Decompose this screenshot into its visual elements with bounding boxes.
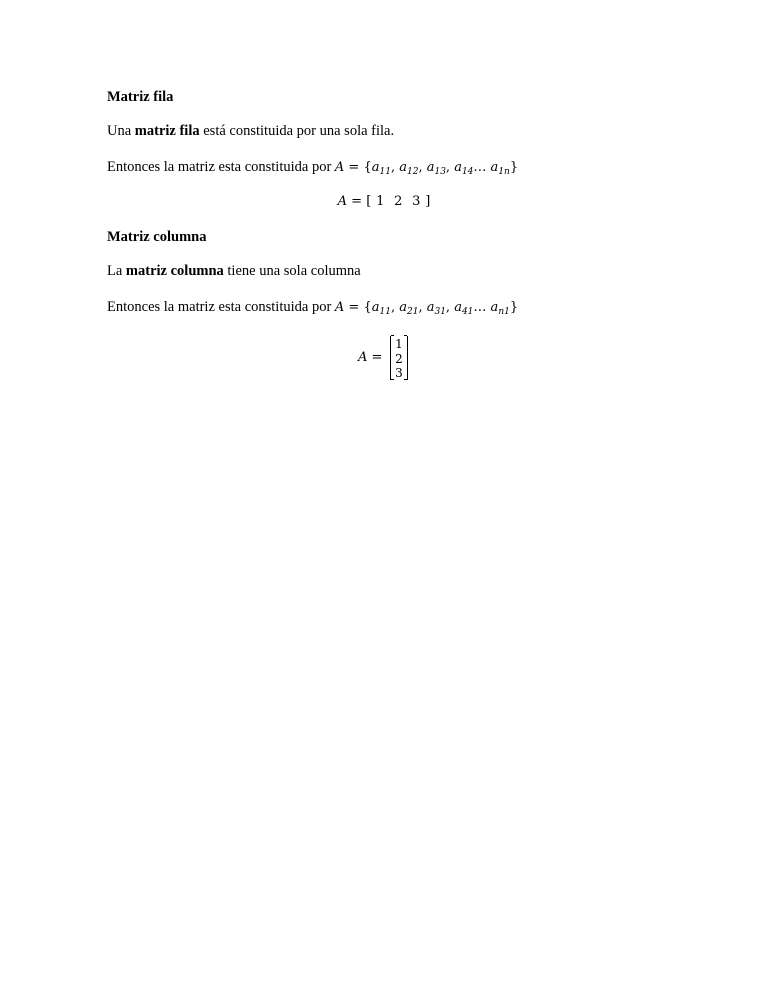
paragraph-matriz-fila-definition <box>107 159 518 176</box>
matrix-cell: 3 <box>395 366 403 380</box>
row-matrix-lhs: A = [ <box>337 194 372 209</box>
formula-close: } <box>509 160 519 175</box>
formula-lhs: A = { <box>334 300 372 315</box>
formula-term: $a_{41}\dots$ <box>454 300 491 317</box>
formula-close: } <box>509 300 519 315</box>
intro-text-post: tiene una sola columna <box>223 263 361 279</box>
formula-term: $a_{13}$, <box>426 160 455 177</box>
intro-text-bold: matriz fila <box>134 123 200 139</box>
formula-term: $a_{11}$, <box>371 300 400 317</box>
matrix-cell: 1 <box>376 194 385 209</box>
intro-text-bold: matriz columna <box>125 263 224 279</box>
intro-text-pre: Una <box>107 123 135 139</box>
row-matrix-set-formula <box>335 160 518 175</box>
definition-text: Entonces la matriz esta constituida por <box>107 299 335 315</box>
formula-term: $a_{31}$, <box>426 300 455 317</box>
column-matrix-brackets <box>390 336 408 380</box>
formula-lhs: A = { <box>334 160 372 175</box>
row-matrix-close: ] <box>425 194 431 209</box>
column-matrix-set-formula <box>335 300 518 315</box>
formula-term: $a_{1n}$ <box>490 160 510 177</box>
matrix-cell: 2 <box>394 194 403 209</box>
paragraph-matriz-fila-intro <box>107 123 394 140</box>
intro-text-post: está constituida por una sola fila. <box>199 123 395 139</box>
formula-term: $a_{n1}$ <box>490 300 510 317</box>
matrix-cell: 1 <box>395 337 403 351</box>
definition-text: Entonces la matriz esta constituida por <box>107 159 335 175</box>
matrix-cell: 3 <box>412 194 421 209</box>
formula-term: $a_{14}\dots$ <box>454 160 491 177</box>
bracket-tick <box>391 335 394 336</box>
section-heading-matriz-fila: Matriz fila <box>107 89 174 105</box>
section-heading-matriz-columna: Matriz columna <box>107 229 207 245</box>
column-matrix-lhs: A = <box>358 350 383 365</box>
bracket-tick <box>404 335 407 336</box>
matrix-cell: 2 <box>395 351 403 366</box>
intro-text-pre: La <box>107 263 126 279</box>
paragraph-matriz-columna-definition <box>107 299 518 316</box>
row-matrix-example <box>0 194 768 209</box>
formula-term: $a_{21}$, <box>399 300 427 317</box>
formula-term: $a_{11}$, <box>371 160 400 177</box>
paragraph-matriz-columna-intro <box>107 263 361 280</box>
formula-term: $a_{12}$, <box>399 160 427 177</box>
